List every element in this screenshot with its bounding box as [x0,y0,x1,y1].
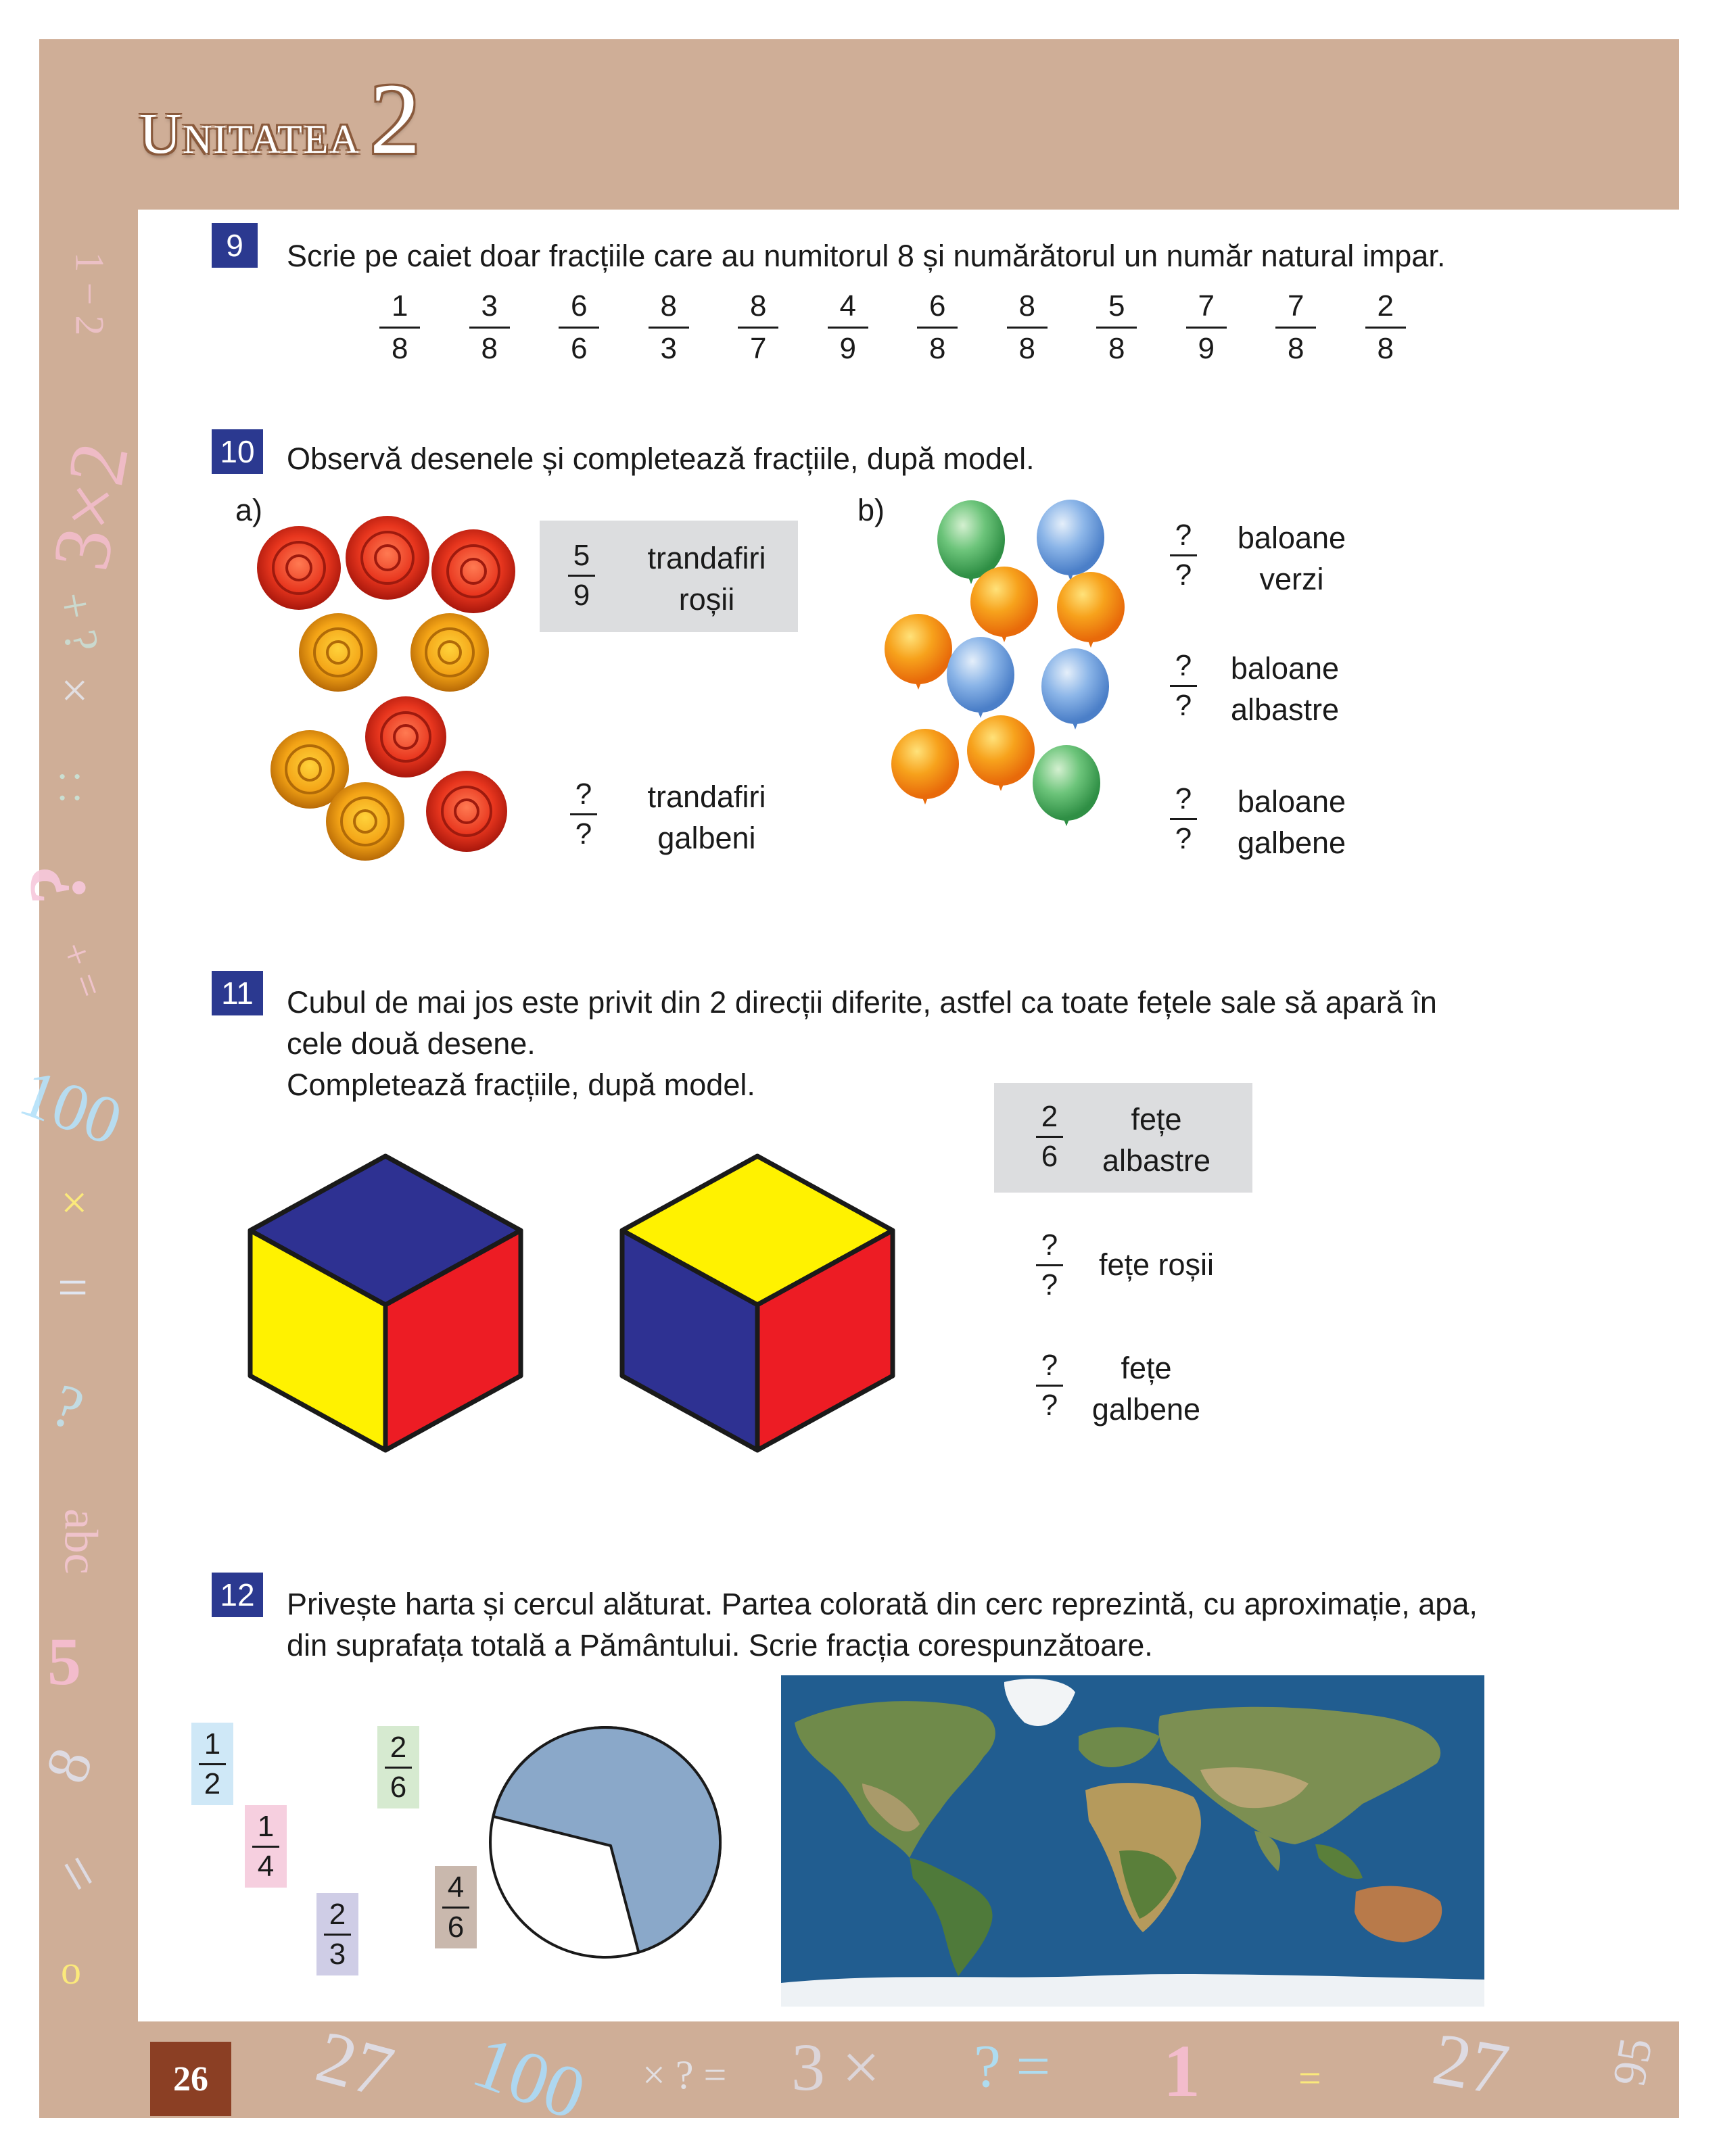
decor-left-8: × [61,1177,88,1229]
exercise-10-text: Observă desenele și completează fracțiile, după model. [287,441,1035,476]
exercise-11-line-3: Completează fracțiile, după model. [287,1068,755,1102]
unit-title [139,61,421,175]
exercise-12-number: 12 [212,1573,263,1617]
decor-bottom-6: = [1298,2056,1321,2101]
exercise-12-line-1: Privește harta și cercul alăturat. Partea colorată din cerc reprezintă, cu aproximație, apa, [287,1587,1478,1621]
balloon-blue [1037,500,1104,581]
model-label-roses: trandafiri roșii [647,541,766,617]
rose-red [365,696,446,777]
balloon-orange [967,715,1035,791]
decor-left-5: ? [12,865,102,905]
cube-view-2 [615,1149,899,1460]
decor-left-14: = [40,1842,116,1906]
fraction: 3 8 [445,287,535,368]
label-yellow-faces: fețe galbene [1091,1351,1201,1427]
exercise-11-line-2: cele două desene. [287,1026,536,1061]
exercise-9-text: Scrie pe caiet doar fracțiile care au numitorul 8 și numărătorul un număr natural impar. [287,239,1446,273]
rose-red [431,529,515,613]
exercise-9-fraction-list [355,287,1430,368]
decor-left-7: 100 [10,1054,132,1160]
fraction-yellow-roses: ? ? [570,776,597,853]
model-fraction-blue-faces: 2 6 [1036,1099,1063,1175]
exercise-12-line-2: din suprafața totală a Pământului. Scrie fracția corespunzătoare. [287,1628,1153,1662]
balloon-orange [885,614,952,690]
decor-bottom-0: 27 [308,2014,402,2114]
decor-bottom-2: × ? = [642,2053,727,2097]
decor-bottom-7: 27 [1427,2017,1515,2111]
decor-left-1: 3×2 [34,435,146,577]
roses-illustration [250,514,527,865]
label-blue-balloons: baloane albastre [1230,651,1340,727]
fraction: 5 8 [1072,287,1162,368]
fraction: 6 8 [893,287,983,368]
decor-left-10: ? [43,1371,92,1443]
option-tile: 4 6 [435,1866,477,1948]
water-pie-circle [484,1721,727,1964]
decor-left-13: 8 [32,1740,106,1792]
decor-bottom-1: 100 [463,2019,596,2136]
decor-left-0: 1 − 2 [67,251,112,336]
fraction-green-balloons: ? ? [1170,517,1197,594]
label-green-balloons: baloane verzi [1237,521,1346,596]
rose-yellow [299,613,377,692]
part-b-label: b) [857,493,885,527]
option-tile: 2 3 [316,1893,358,1975]
fraction: 8 3 [624,287,714,368]
decor-left-9: = [57,1258,89,1318]
label-yellow-balloons: baloane galbene [1237,784,1346,860]
decor-left-2: + ? [46,588,109,656]
decor-left-6: + = [51,936,113,1004]
option-tile: 2 6 [377,1726,419,1808]
decor-bottom-3: 3 × [791,2030,880,2105]
part-a-label: a) [235,493,263,527]
fraction: 8 7 [713,287,803,368]
fraction: 8 8 [983,287,1073,368]
model-fraction-red-roses: 5 9 [568,537,595,614]
rose-red [426,771,507,852]
balloon-green [1033,745,1100,826]
decor-left-15: o [61,1948,81,1992]
exercise-12-text [287,1583,1478,1666]
unit-word: Unitatea [139,101,360,166]
fraction: 4 9 [803,287,893,368]
rose-red [346,516,429,600]
label-yellow-roses: trandafiri galbeni [647,780,766,855]
balloon-blue [947,637,1014,718]
decor-bottom-8: 95 [1603,2034,1663,2090]
decor-bottom-4: ? = [974,2033,1051,2100]
exercise-11-number: 11 [212,971,263,1015]
fraction: 2 8 [1341,287,1431,368]
fraction-red-faces: ? ? [1036,1227,1063,1303]
rose-yellow [410,613,489,692]
decor-left-4: : : [51,771,97,804]
decor-left-12: 5 [47,1624,81,1699]
label-red-faces: fețe roșii [1098,1247,1215,1282]
fraction: 6 6 [534,287,624,368]
balloon-orange [891,729,959,805]
world-map [781,1675,1484,2007]
exercise-11-line-1: Cubul de mai jos este privit din 2 direcții diferite, astfel ca toate fețele sale să apară în [287,985,1437,1020]
balloons-illustration [879,494,1136,832]
balloon-orange [1057,572,1125,648]
fraction: 1 8 [355,287,445,368]
page-number: 26 [150,2042,231,2116]
fraction: 7 8 [1251,287,1341,368]
fraction: 7 9 [1162,287,1252,368]
option-tile: 1 4 [245,1805,287,1888]
exercise-10-number: 10 [212,429,263,474]
balloon-orange [970,567,1038,642]
decor-bottom-5: 1 [1163,2030,1200,2112]
unit-number: 2 [369,63,421,175]
balloon-blue [1041,648,1109,729]
fraction-blue-balloons: ? ? [1170,648,1197,724]
fraction-yellow-faces: ? ? [1036,1347,1063,1424]
exercise-11-text [287,982,1437,1105]
decor-left-11: abc [54,1508,107,1575]
rose-red [257,526,341,610]
decor-left-3: × [61,663,89,717]
model-label-faces: fețe albastre [1102,1102,1211,1178]
cube-view-1 [243,1149,527,1460]
rose-yellow [326,782,404,861]
exercise-9-number: 9 [212,223,258,268]
option-tile: 1 2 [191,1723,233,1805]
fraction-yellow-balloons: ? ? [1170,781,1197,857]
